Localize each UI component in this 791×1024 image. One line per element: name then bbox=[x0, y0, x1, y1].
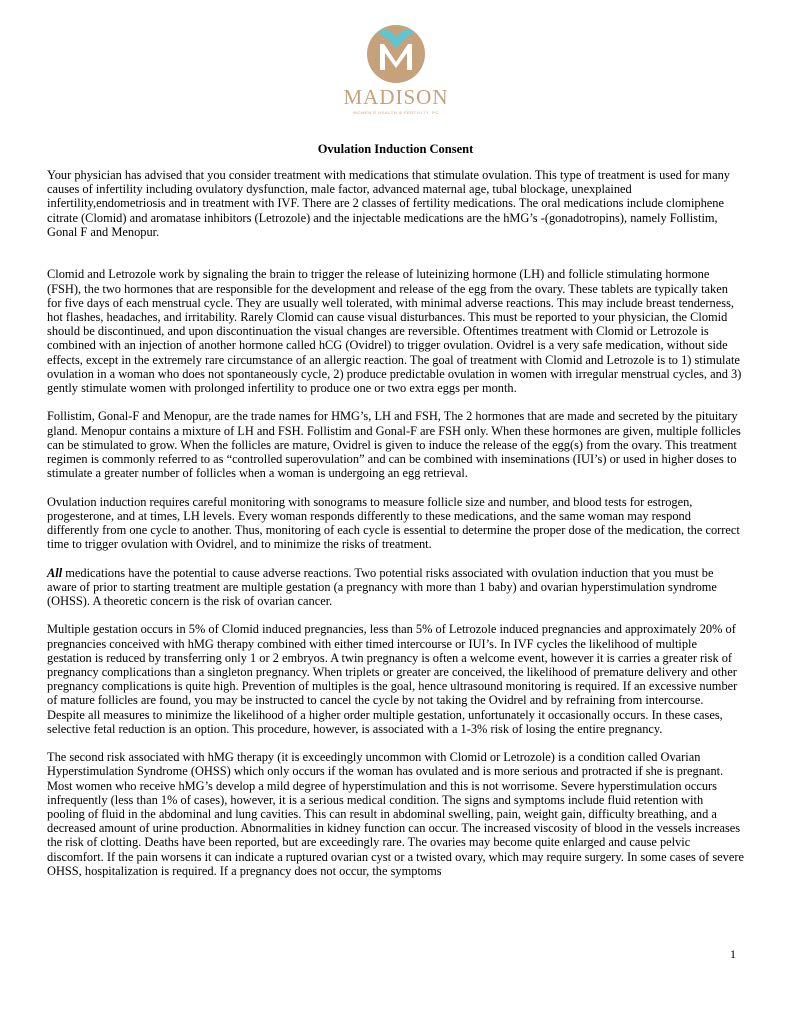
risks-text: medications have the potential to cause adverse reactions. Two potential risks associated with ovulation induction that you must be aware of prior to starting treatment are multiple gestation (a pregnancy with more than 1 baby) and ovarian hyperstimulation syndrome (OHSS). A theoretic concern is the risk of ovarian cancer. bbox=[47, 565, 717, 609]
paragraph-monitoring: Ovulation induction requires careful monitoring with sonograms to measure follicle size and number, and blood tests for estrogen, progesterone, and at times, LH levels. Every woman responds differently to these medications, and the same woman may respond differently from one cycle to another. Thus, monitoring of each cycle is essential to determine the proper dose of the medication, the correct time to trigger ovulation with Ovidrel, and to minimize the risks of treatment. bbox=[47, 494, 740, 552]
paragraph-ohss: The second risk associated with hMG therapy (it is exceedingly uncommon with Clomid or Letrozole) is a condition called Ovarian Hyperstimulation Syndrome (OHSS) which only occurs if the woman has ovulated and is more serious and protracted if she is pregnant. Most women who receive hMG’s develop a mild degree of hyperstimulation and this is not worrisome. Severe hyperstimulation occurs infrequently (less than 1% of cases), however, it is a serious medical condition. The signs and symptoms include fluid retention with pooling of fluid in the abdominal and lung cavities. This can result in abdominal swelling, pain, weight gain, difficulty breathing, and a decreased amount of urine production. Abnormalities in kidney function can occur. The increased viscosity of blood in the vessels increases the risk of clotting. Deaths have been reported, but are exceedingly rare. The ovaries may become quite enlarged and cause pelvic discomfort. If the pain worsens it can indicate a ruptured ovarian cyst or a twisted ovary, which may require surgery. In some cases of severe OHSS, hospitalization is required. If a pregnancy does not occur, the symptoms bbox=[47, 750, 744, 878]
page-number: 1 bbox=[730, 947, 736, 961]
paragraph-overview: Your physician has advised that you consider treatment with medications that stimulate ovulation. This type of treatment is used for many causes of infertility including ovulatory dysfunction, male factor, advanced maternal age, tubal blockage, unexplained infertility,endometriosis and in treatment with IVF. There are 2 classes of fertility medications. The oral medications include clomiphene citrate (Clomid) and aromatase inhibitors (Letrozole) and the injectable medications are the hMG’s -(gonadotropins), namely Follistim, Gonal F and Menopur. bbox=[47, 168, 730, 239]
madison-logo bbox=[340, 24, 452, 126]
risks-lead-word: All bbox=[47, 565, 63, 580]
paragraph-gonadotropins: Follistim, Gonal-F and Menopur, are the trade names for HMG’s, LH and FSH, The 2 hormones that are made and secreted by the pituitary gland. Menopur contains a mixture of LH and FSH. Follistim and Gonal-F are FSH only. When these hormones are given, multiple follicles can be stimulated to grow. When the follicles are mature, Ovidrel is given to induce the release of the egg(s) from the ovary. This treatment regimen is commonly referred to as “controlled superovulation” and can be combined with inseminations (IUI’s) or used in higher doses to stimulate a greater number of follicles when a woman is undergoing an egg retrieval. bbox=[47, 409, 741, 481]
m-emblem-icon bbox=[340, 24, 452, 86]
logo-tagline: WOMEN'S HEALTH & FERTILITY, PC bbox=[353, 110, 439, 115]
document-title: Ovulation Induction Consent bbox=[317, 142, 474, 156]
logo-wordmark: MADISON bbox=[343, 85, 449, 109]
document-body bbox=[47, 168, 744, 892]
paragraph-clomid-letrozole: Clomid and Letrozole work by signaling the brain to trigger the release of luteinizing hormone (LH) and follicle stimulating hormone (FSH), the two hormones that are responsible for the development and release of the egg from the ovary. These tablets are typically taken for five days of each menstrual cycle. They are usually well tolerated, with minimal adverse reactions. This may include breast tenderness, hot flashes, headaches, and irritability. Rarely Clomid can cause visual disturbances. This must be reported to your physician, the Clomid should be discontinued, and upon discontinuation the visual changes are reversible. Oftentimes treatment with Clomid or Letrozole is combined with an injection of another hormone called hCG (Ovidrel) to trigger ovulation. Ovidrel is a very safe medication, without side effects, except in the extremely rare circumstance of an allergic reaction. The goal of treatment with Clomid and Letrozole is to 1) stimulate ovulation in a woman who does not spontaneously cycle, 2) produce predictable ovulation in women with irregular menstrual cycles, and 3) gently stimulate women with prolonged infertility to produce one or two extra eggs per month. bbox=[47, 267, 742, 396]
paragraph-multiple-gestation: Multiple gestation occurs in 5% of Clomid induced pregnancies, less than 5% of Letrozole induced pregnancies and approximately 20% of pregnancies conceived with hMG therapy combined with either timed intercourse or IUI’s. In IVF cycles the likelihood of multiple gestation is reduced by transferring only 1 or 2 embryos. A twin pregnancy is often a welcome event, however it is carries a greater risk of pregnancy complications than a singleton pregnancy. When triplets or greater are conceived, the likelihood of premature delivery and other pregnancy complications is quite high. Prevention of multiples is the goal, hence ultrasound monitoring is required. If an excessive number of mature follicles are found, you may be instructed to cancel the cycle by not taking the Ovidrel and by refraining from intercourse. Despite all measures to minimize the likelihood of a higher order multiple gestation, unfortunately it occasionally occurs. In these cases, selective fetal reduction is an option. This procedure, however, is associated with a 1-3% risk of losing the entire pregnancy. bbox=[47, 622, 738, 736]
paragraph-risks bbox=[47, 566, 744, 609]
